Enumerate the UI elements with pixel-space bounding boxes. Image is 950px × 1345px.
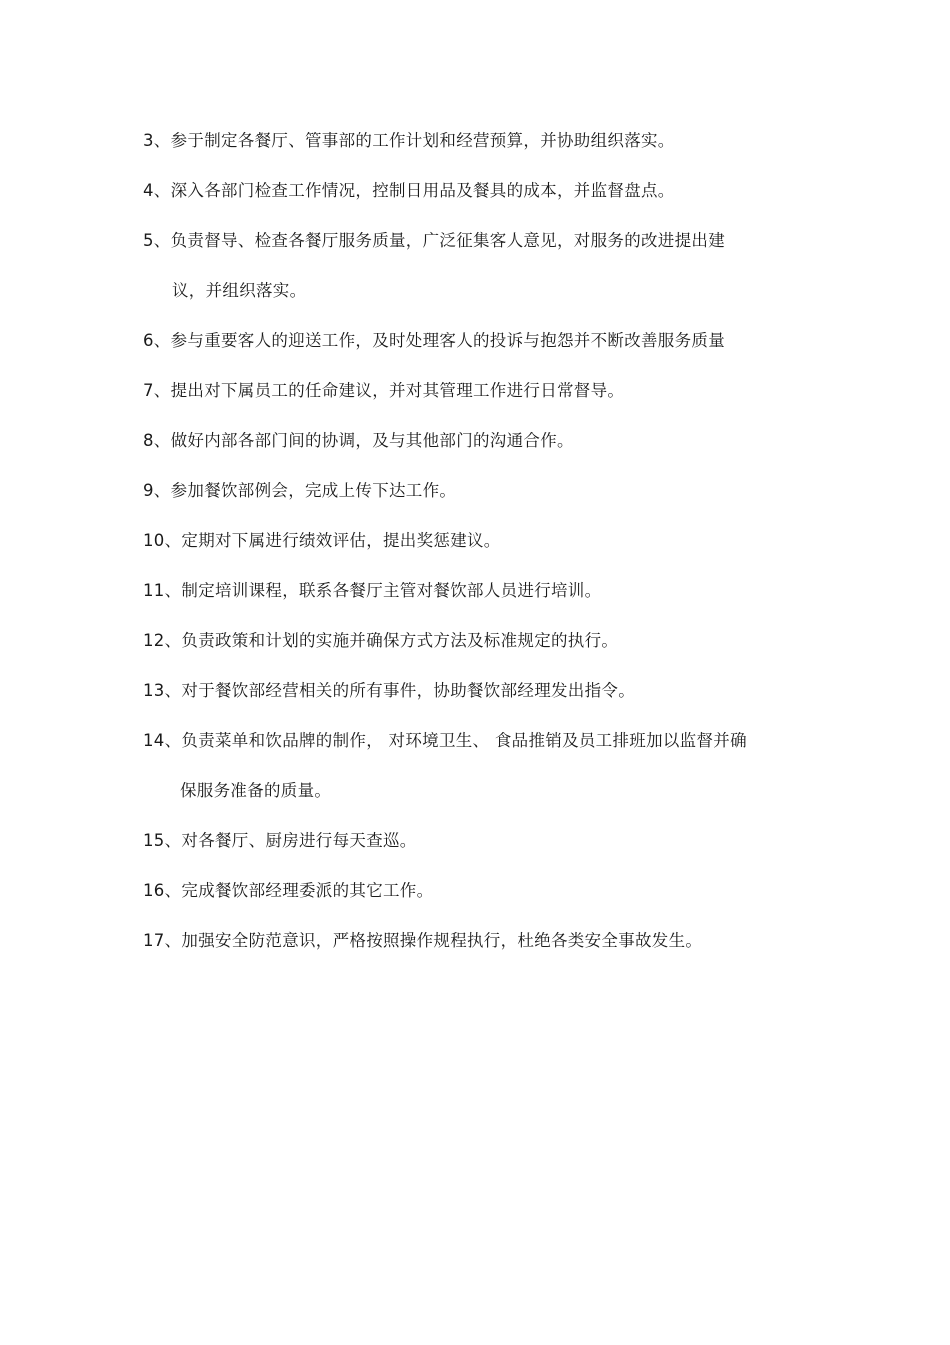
duty-item-14-continued: 保服务准备的质量。 <box>180 781 332 800</box>
duty-item-5: 5、负责督导、检查各餐厅服务质量，广泛征集客人意见，对服务的改进提出建 <box>143 231 725 250</box>
duty-item-11: 11、制定培训课程，联系各餐厅主管对餐饮部人员进行培训。 <box>143 581 602 600</box>
duty-item-15: 15、对各餐厅、厨房进行每天查巡。 <box>143 831 417 850</box>
duty-item-8: 8、做好内部各部门间的协调，及与其他部门的沟通合作。 <box>143 431 574 450</box>
duty-item-4: 4、深入各部门检查工作情况，控制日用品及餐具的成本，并监督盘点。 <box>143 181 675 200</box>
duty-item-5-continued: 议，并组织落实。 <box>172 281 307 300</box>
duty-item-3: 3、参于制定各餐厅、管事部的工作计划和经营预算，并协助组织落实。 <box>143 131 675 150</box>
duty-item-9: 9、参加餐饮部例会，完成上传下达工作。 <box>143 481 457 500</box>
duty-item-7: 7、提出对下属员工的任命建议，并对其管理工作进行日常督导。 <box>143 381 625 400</box>
duty-item-14: 14、负责菜单和饮品牌的制作， 对环境卫生、 食品推销及员工排班加以监督并确 <box>143 731 747 750</box>
duty-item-10: 10、定期对下属进行绩效评估，提出奖惩建议。 <box>143 531 501 550</box>
duty-item-13: 13、对于餐饮部经营相关的所有事件，协助餐饮部经理发出指令。 <box>143 681 635 700</box>
duty-item-6: 6、参与重要客人的迎送工作，及时处理客人的投诉与抱怨并不断改善服务质量 <box>143 331 725 350</box>
duty-item-16: 16、完成餐饮部经理委派的其它工作。 <box>143 881 434 900</box>
duty-item-12: 12、负责政策和计划的实施并确保方式方法及标准规定的执行。 <box>143 631 619 650</box>
duty-item-17: 17、加强安全防范意识，严格按照操作规程执行，杜绝各类安全事故发生。 <box>143 931 703 950</box>
